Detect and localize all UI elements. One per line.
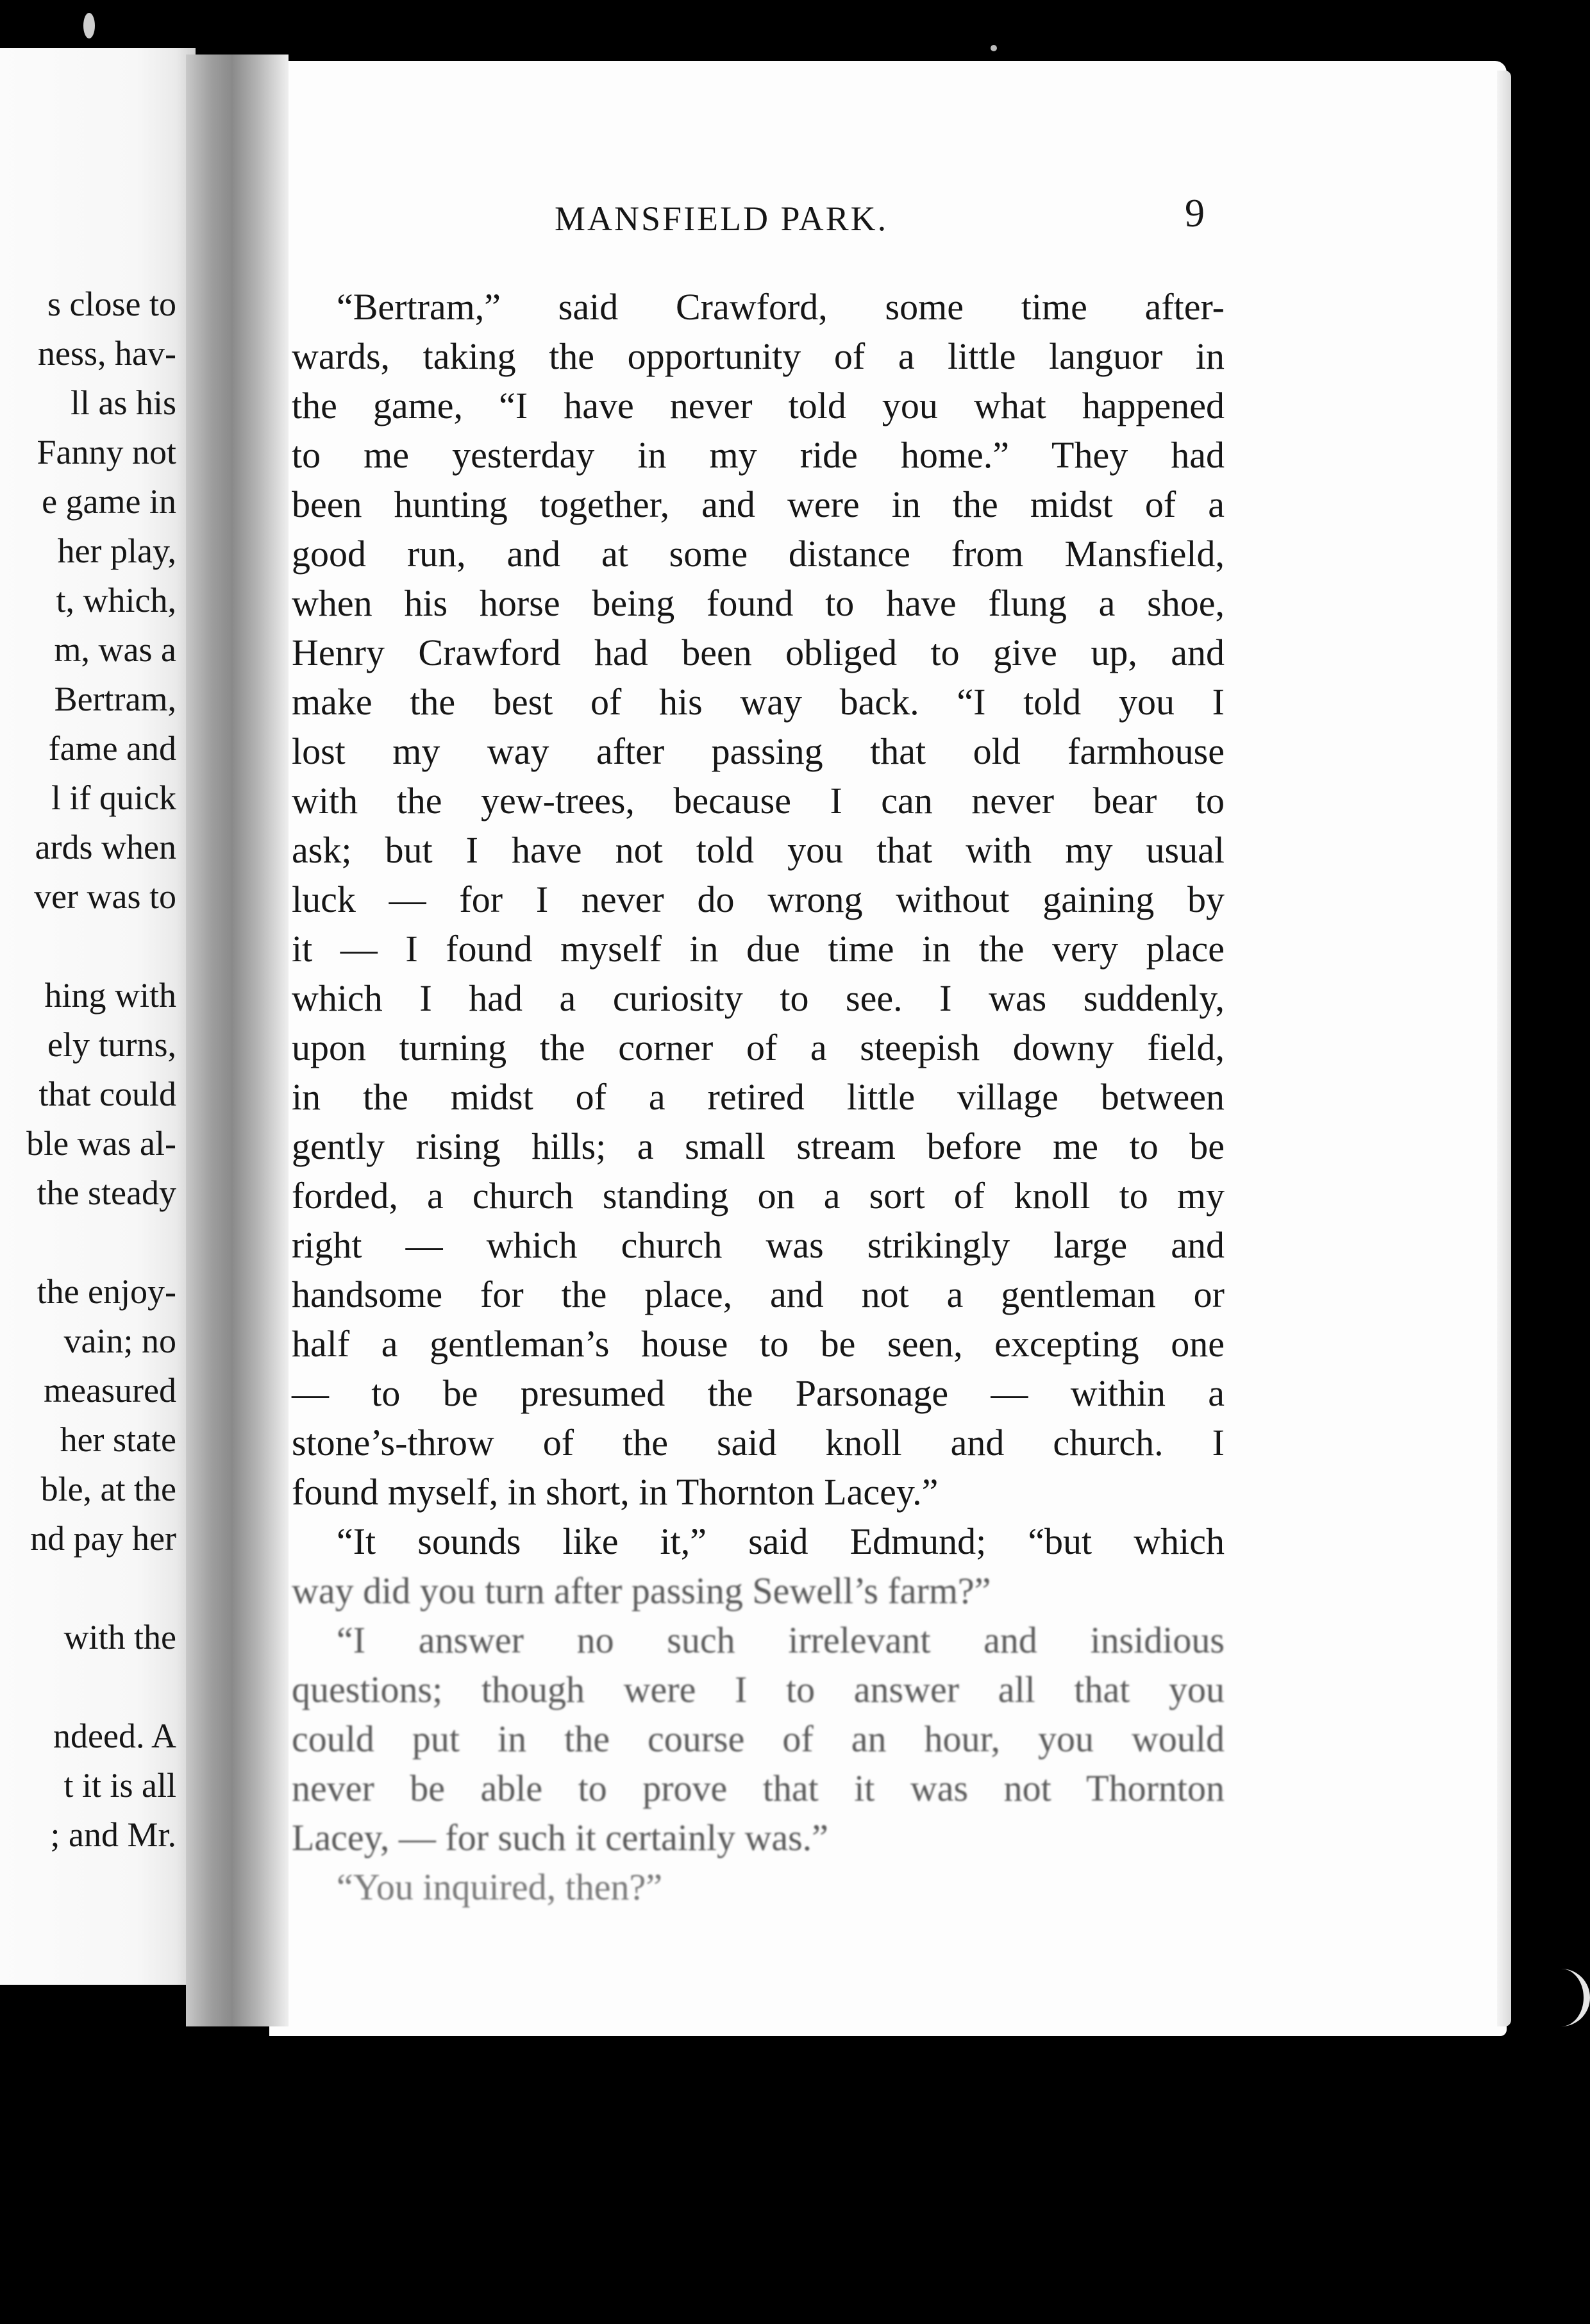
left-line: ble was al- bbox=[26, 1124, 176, 1163]
text-line: Henry Crawford had been obliged to give up, and bbox=[292, 632, 1225, 673]
left-line: vain; no bbox=[63, 1322, 176, 1360]
text-line: “I answer no such irrelevant and insidious bbox=[337, 1619, 1225, 1661]
left-line: nd pay her bbox=[30, 1519, 176, 1558]
left-line: ness, hav- bbox=[38, 334, 176, 373]
text-line: in the midst of a retired little village between bbox=[292, 1076, 1225, 1118]
page-edge-curl bbox=[1558, 1969, 1590, 2026]
text-line: to me yesterday in my ride home.” They had bbox=[292, 434, 1225, 476]
text-line: — to be presumed the Parsonage — within a bbox=[292, 1372, 1225, 1414]
text-line: good run, and at some distance from Mansfield, bbox=[292, 533, 1225, 575]
left-line: l if quick bbox=[51, 779, 176, 817]
text-line: been hunting together, and were in the midst of a bbox=[292, 484, 1225, 525]
left-line: measured bbox=[44, 1371, 176, 1410]
left-line: fame and bbox=[48, 729, 176, 768]
left-line: t, which, bbox=[56, 581, 176, 619]
text-line: with the yew-trees, because I can never bear to bbox=[292, 780, 1225, 821]
left-line: ble, at the bbox=[40, 1470, 176, 1508]
text-line: right — which church was strikingly large and bbox=[292, 1224, 1225, 1266]
left-line: the enjoy- bbox=[37, 1272, 176, 1311]
left-line: her play, bbox=[57, 532, 176, 570]
book-gutter-shadow bbox=[186, 55, 289, 2026]
text-line: luck — for I never do wrong without gaining by bbox=[292, 879, 1225, 920]
text-line: it — I found myself in due time in the very place bbox=[292, 928, 1225, 970]
running-head: MANSFIELD PARK. bbox=[555, 199, 889, 238]
text-line: found myself, in short, in Thornton Lacey.” bbox=[292, 1471, 939, 1513]
text-line: gently rising hills; a small stream before me to be bbox=[292, 1125, 1225, 1167]
text-line: forded, a church standing on a sort of knoll to my bbox=[292, 1175, 1225, 1217]
text-line: Lacey, — for such it certainly was.” bbox=[292, 1817, 828, 1858]
text-line: half a gentleman’s house to be seen, excepting one bbox=[292, 1323, 1225, 1365]
scan-artifact bbox=[991, 45, 997, 51]
text-line: when his horse being found to have flung a shoe, bbox=[292, 582, 1225, 624]
left-line: ely turns, bbox=[47, 1025, 176, 1064]
left-line: ll as his bbox=[70, 383, 176, 422]
text-line: could put in the course of an hour, you would bbox=[292, 1718, 1225, 1760]
left-line: s close to bbox=[47, 285, 176, 323]
text-line: stone’s-throw of the said knoll and church. I bbox=[292, 1422, 1225, 1463]
left-line: Bertram, bbox=[54, 680, 176, 718]
text-line: “Bertram,” said Crawford, some time after- bbox=[337, 286, 1225, 328]
left-line: Fanny not bbox=[37, 433, 176, 471]
text-line: ask; but I have not told you that with my usual bbox=[292, 829, 1225, 871]
scan-artifact bbox=[83, 13, 95, 38]
left-line: ndeed. A bbox=[53, 1717, 176, 1755]
page-number: 9 bbox=[1185, 192, 1205, 235]
text-line: wards, taking the opportunity of a little languor in bbox=[292, 335, 1225, 377]
left-line: ver was to bbox=[34, 877, 176, 916]
left-line: her state bbox=[60, 1420, 176, 1459]
left-line: the steady bbox=[37, 1174, 176, 1212]
left-line: m, was a bbox=[54, 630, 176, 669]
left-line: ards when bbox=[35, 828, 176, 866]
text-line: way did you turn after passing Sewell’s farm?” bbox=[292, 1570, 991, 1612]
text-line: “You inquired, then?” bbox=[337, 1866, 662, 1908]
left-line: ; and Mr. bbox=[50, 1815, 176, 1854]
text-line: upon turning the corner of a steepish downy field, bbox=[292, 1027, 1225, 1068]
left-line: e game in bbox=[42, 482, 176, 521]
left-line: that could bbox=[38, 1075, 176, 1113]
text-line: make the best of his way back. “I told you I bbox=[292, 681, 1225, 723]
page-edge bbox=[1497, 71, 1511, 2026]
left-line: t it is all bbox=[63, 1766, 176, 1805]
left-page-fragment bbox=[0, 48, 196, 1985]
text-line: never be able to prove that it was not Thornton bbox=[292, 1767, 1225, 1809]
text-line: lost my way after passing that old farmhouse bbox=[292, 730, 1225, 772]
left-line: hing with bbox=[44, 976, 176, 1015]
text-line: handsome for the place, and not a gentleman or bbox=[292, 1274, 1225, 1315]
text-line: questions; though were I to answer all that you bbox=[292, 1669, 1225, 1710]
text-line: which I had a curiosity to see. I was suddenly, bbox=[292, 977, 1225, 1019]
text-line: “It sounds like it,” said Edmund; “but which bbox=[337, 1520, 1225, 1562]
text-line: the game, “I have never told you what happened bbox=[292, 385, 1225, 426]
left-line: with the bbox=[63, 1618, 176, 1656]
